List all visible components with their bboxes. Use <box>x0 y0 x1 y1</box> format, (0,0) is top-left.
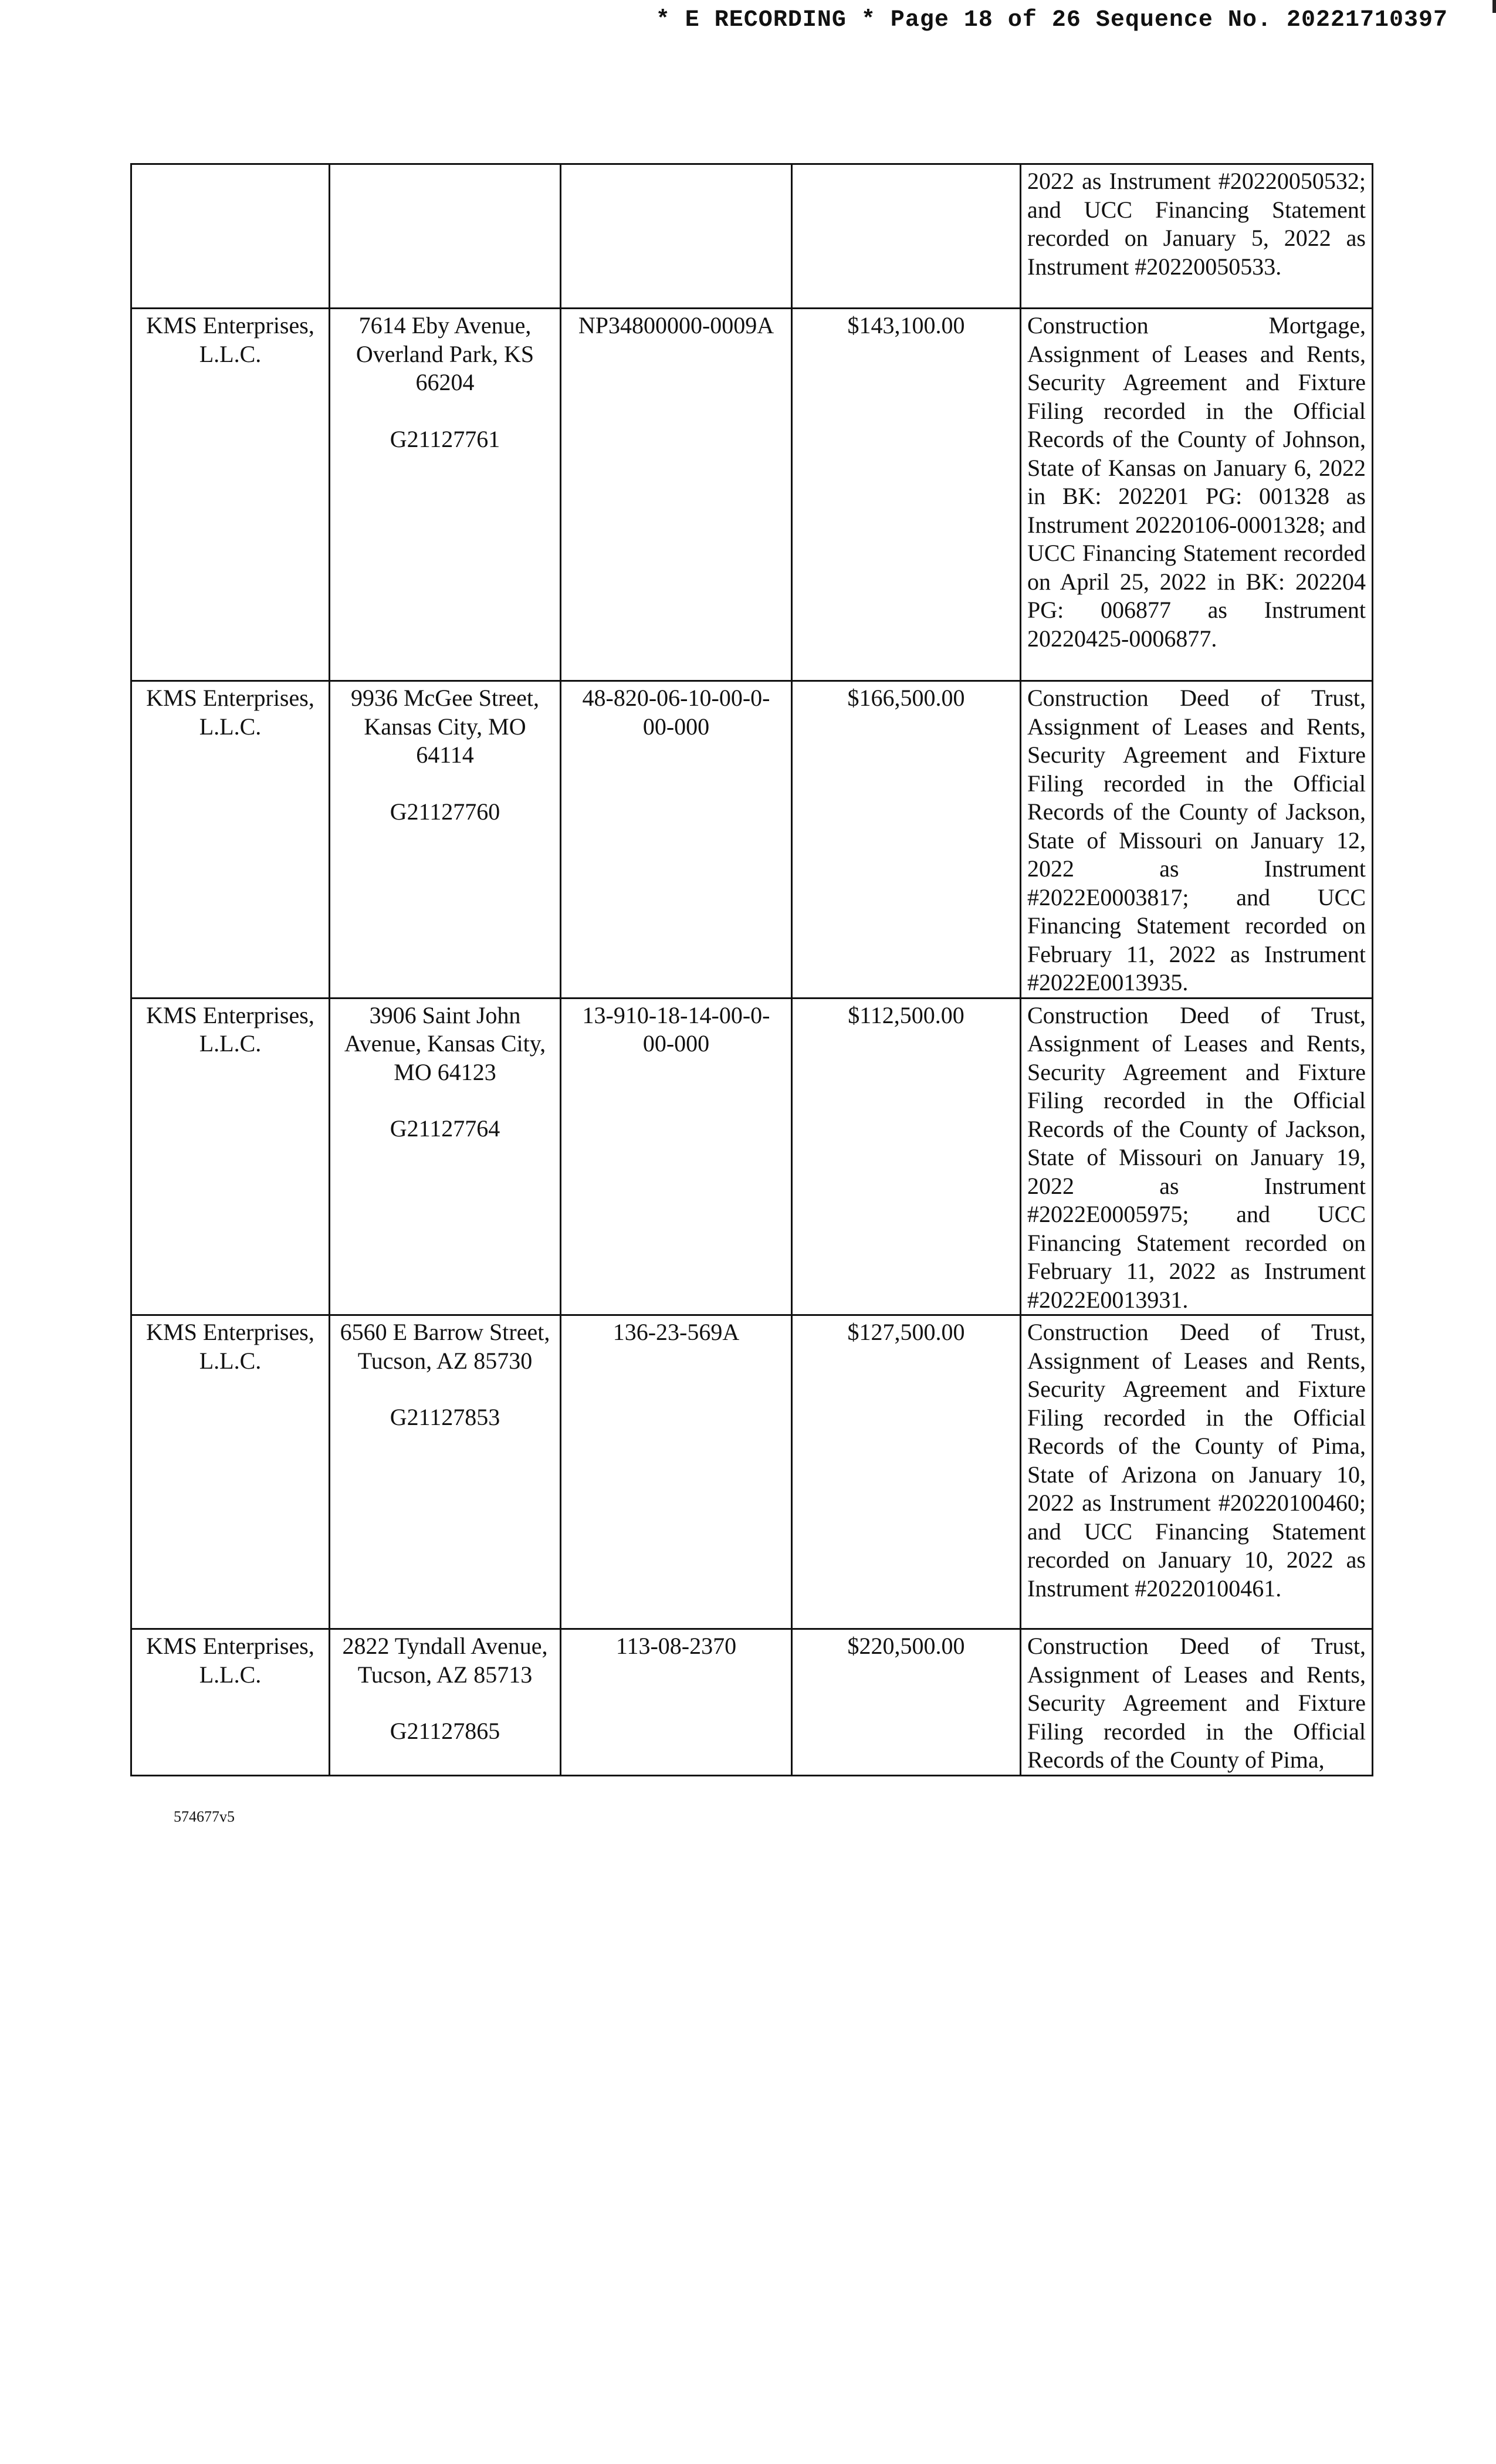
parcel-cell <box>561 164 792 309</box>
description-cell: Construction Deed of Trust, Assignment of Leases and Rents, Security Agreement and Fixture Filing recorded in the Official Records of the County of Jackson, State of Missouri on January 12, 2022 as Instrument #2022E0003817; and UCC Financing Statement recorded on February 11, 2022 as Instrument #2022E0013935. <box>1021 681 1373 999</box>
loan-number: G21127764 <box>390 1115 500 1142</box>
amount-cell: $143,100.00 <box>792 309 1021 681</box>
property-address: 2822 Tyndall Avenue, Tucson, AZ 85713 <box>342 1633 548 1688</box>
description-cell: Construction Deed of Trust, Assignment of Leases and Rents, Security Agreement and Fixture Filing recorded in the Official Records of the County of Pima, State of Arizona on January 10, 2022 as Instrument #20220100460; and UCC Financing Statement recorded on January 10, 2022 as Instrument #20220100461. <box>1021 1315 1373 1629</box>
page-edge-mark <box>1492 0 1496 13</box>
amount-cell: $112,500.00 <box>792 998 1021 1315</box>
amount-cell <box>792 164 1021 309</box>
property-schedule-table <box>130 163 1373 1776</box>
parcel-cell: 13-910-18-14-00-0-00-000 <box>561 998 792 1315</box>
description-cell: Construction Deed of Trust, Assignment of Leases and Rents, Security Agreement and Fixture Filing recorded in the Official Records of the County of Pima, <box>1021 1629 1373 1776</box>
document-id: 574677v5 <box>174 1808 235 1825</box>
address-cell <box>330 164 561 309</box>
table-row <box>131 1315 1373 1629</box>
parcel-cell: 48-820-06-10-00-0-00-000 <box>561 681 792 999</box>
table-row <box>131 998 1373 1315</box>
table-row <box>131 681 1373 999</box>
property-address: 7614 Eby Avenue, Overland Park, KS 66204 <box>356 312 534 395</box>
parcel-cell: 136-23-569A <box>561 1315 792 1629</box>
address-cell <box>330 681 561 999</box>
property-address: 3906 Saint John Avenue, Kansas City, MO 64123 <box>344 1001 546 1085</box>
parcel-cell: 113-08-2370 <box>561 1629 792 1776</box>
table-row <box>131 1629 1373 1776</box>
owner-cell: KMS Enterprises, L.L.C. <box>131 681 330 999</box>
loan-number: G21127761 <box>390 425 500 452</box>
recording-stamp: * E RECORDING * Page 18 of 26 Sequence No. 20221710397 <box>655 7 1448 33</box>
amount-cell: $127,500.00 <box>792 1315 1021 1629</box>
owner-cell: KMS Enterprises, L.L.C. <box>131 1629 330 1776</box>
description-cell: 2022 as Instrument #20220050532; and UCC Financing Statement recorded on January 5, 2022 as Instrument #20220050533. <box>1021 164 1373 309</box>
owner-cell: KMS Enterprises, L.L.C. <box>131 309 330 681</box>
owner-cell <box>131 164 330 309</box>
amount-cell: $166,500.00 <box>792 681 1021 999</box>
table-row <box>131 164 1373 309</box>
loan-number: G21127853 <box>390 1404 500 1430</box>
property-address: 9936 McGee Street, Kansas City, MO 64114 <box>350 685 539 768</box>
address-cell <box>330 998 561 1315</box>
parcel-cell: NP34800000-0009A <box>561 309 792 681</box>
loan-number: G21127865 <box>390 1718 500 1744</box>
property-address: 6560 E Barrow Street, Tucson, AZ 85730 <box>340 1319 550 1374</box>
amount-cell: $220,500.00 <box>792 1629 1021 1776</box>
loan-number: G21127760 <box>390 798 500 825</box>
address-cell <box>330 1629 561 1776</box>
owner-cell: KMS Enterprises, L.L.C. <box>131 998 330 1315</box>
description-cell: Construction Deed of Trust, Assignment of Leases and Rents, Security Agreement and Fixture Filing recorded in the Official Records of the County of Jackson, State of Missouri on January 19, 2022 as Instrument #2022E0005975; and UCC Financing Statement recorded on February 11, 2022 as Instrument #2022E0013931. <box>1021 998 1373 1315</box>
address-cell <box>330 309 561 681</box>
address-cell <box>330 1315 561 1629</box>
table-row <box>131 309 1373 681</box>
owner-cell: KMS Enterprises, L.L.C. <box>131 1315 330 1629</box>
description-cell: Construction Mortgage, Assignment of Leases and Rents, Security Agreement and Fixture Filing recorded in the Official Records of the County of Johnson, State of Kansas on January 6, 2022 in BK: 202201 PG: 001328 as Instrument 20220106-0001328; and UCC Financing Statement recorded on April 25, 2022 in BK: 202204 PG: 006877 as Instrument 20220425-0006877. <box>1021 309 1373 681</box>
